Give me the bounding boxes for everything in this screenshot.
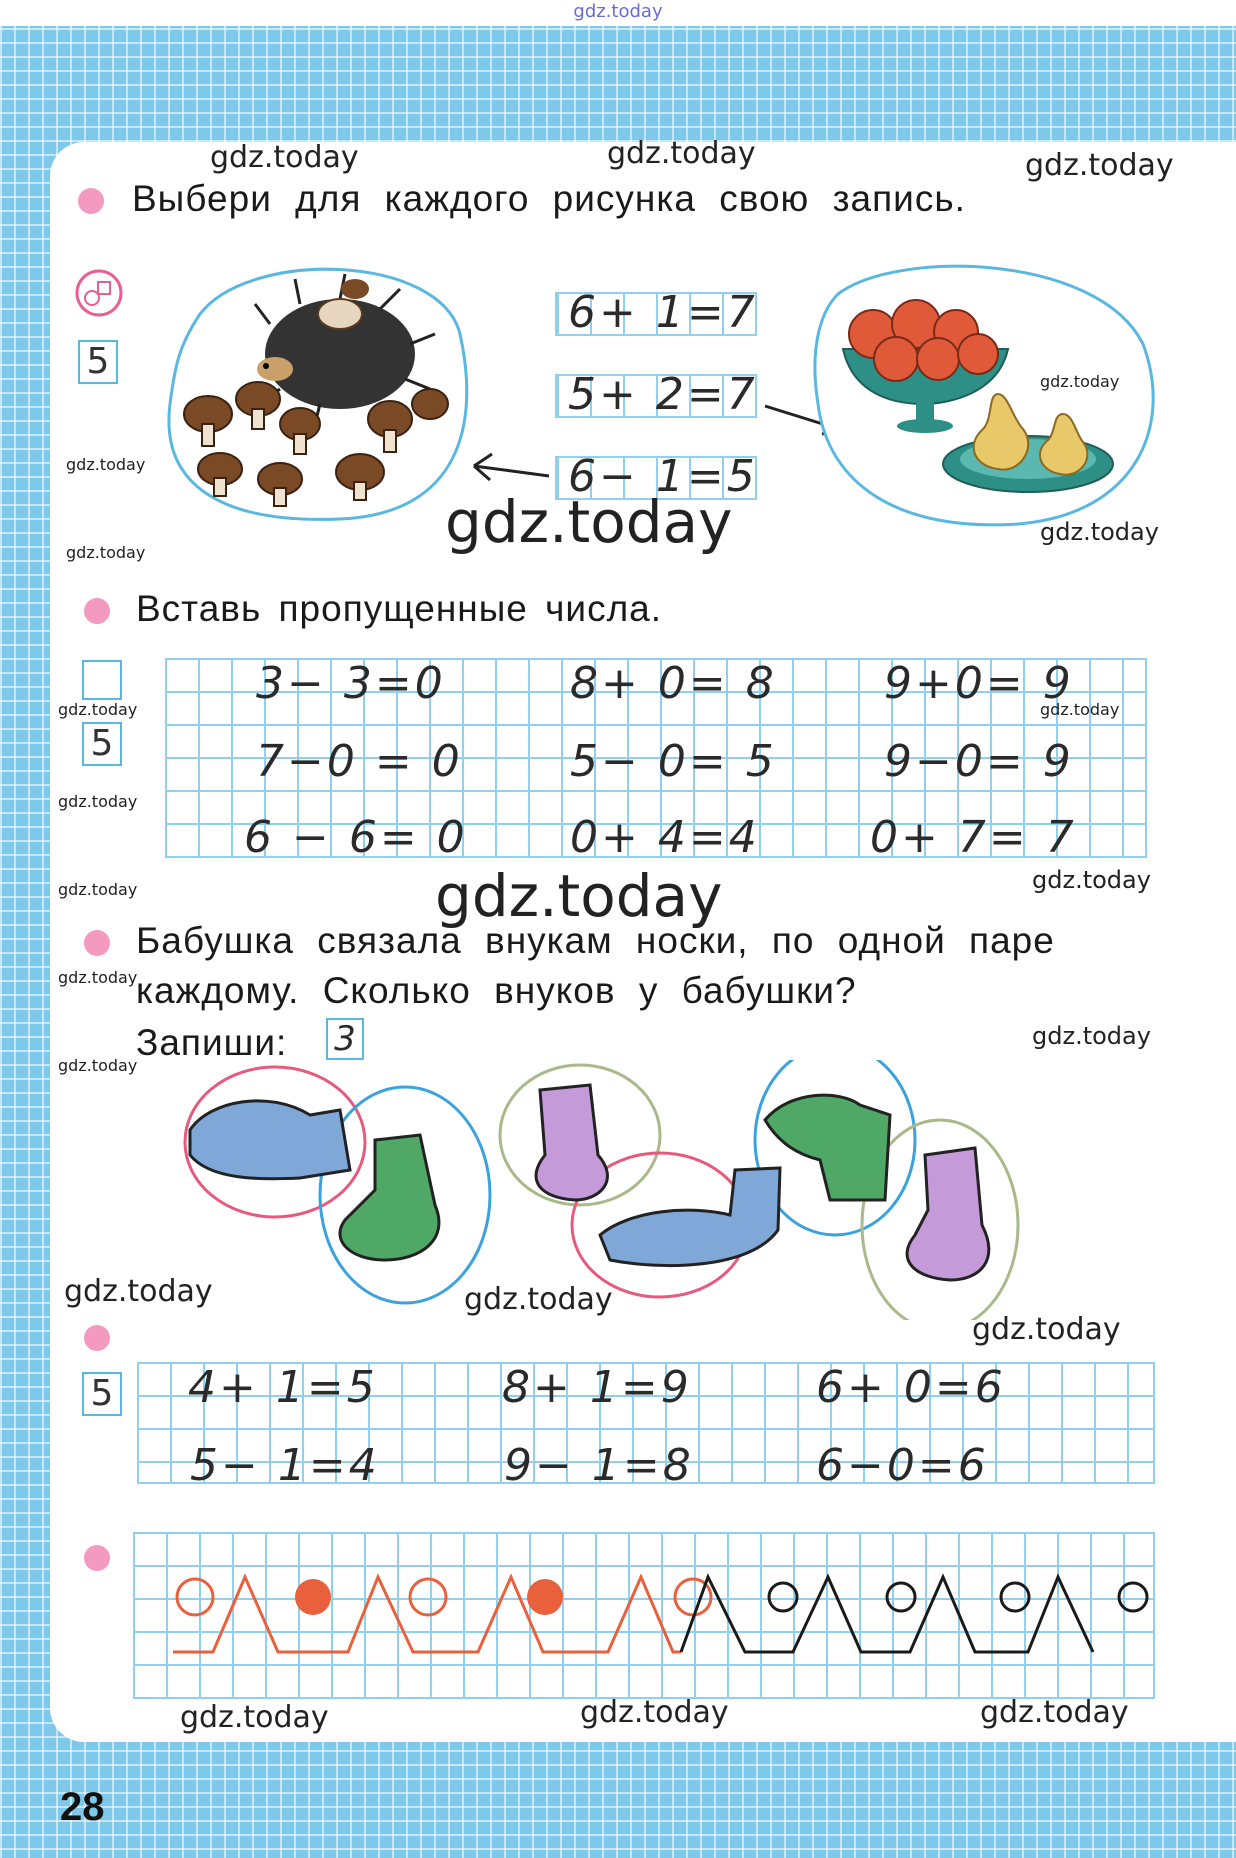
- task2-r2c3: 9−0= 9: [884, 736, 1074, 787]
- task3-heading-line1: Бабушка связала внукам носки, по одной паре: [136, 920, 1055, 961]
- task4-score-box: 5: [82, 1372, 122, 1416]
- task2-r3c1: 6 − 6= 0: [244, 812, 468, 863]
- task1-eq3: 6− 1=5: [568, 451, 758, 502]
- task4-r1c3: 6+ 0=6: [816, 1362, 1006, 1413]
- task1-heading: Выбери для каждого рисунка свою запись.: [132, 178, 966, 219]
- watermark: gdz.today: [1025, 148, 1174, 183]
- watermark: gdz.today: [66, 455, 146, 474]
- watermark: gdz.today: [1040, 700, 1120, 719]
- task3-heading-line2: каждому. Сколько внуков у бабушки?: [136, 970, 857, 1011]
- watermark: gdz.today: [1032, 866, 1151, 894]
- watermark: gdz.today: [210, 140, 359, 175]
- task2-score-box: 5: [82, 722, 122, 766]
- watermark: gdz.today: [66, 543, 146, 562]
- hedgehog-mushrooms-illustration: [160, 254, 480, 534]
- watermark: gdz.today: [1040, 518, 1159, 546]
- watermark: gdz.today: [1032, 1022, 1151, 1050]
- task5-bullet: [84, 1545, 110, 1571]
- page-number: 28: [60, 1785, 105, 1829]
- task1-score-box: 5: [78, 340, 118, 384]
- watermark: gdz.today: [58, 792, 138, 811]
- task4-r2c2: 9− 1=8: [504, 1440, 694, 1491]
- task2-bullet: [84, 598, 110, 624]
- task2-r3c2: 0+ 4=4: [570, 812, 760, 863]
- task2-r3c3: 0+ 7= 7: [870, 812, 1077, 863]
- watermark: gdz.today: [58, 700, 138, 719]
- watermark: gdz.today: [972, 1312, 1121, 1347]
- task3-prompt: Запиши:: [136, 1022, 288, 1063]
- task2-r2c1: 7−0 = 0: [256, 736, 463, 787]
- watermark: gdz.today: [1040, 372, 1120, 391]
- task3-answer-box: 3: [326, 1018, 364, 1060]
- task3-bullet: [84, 930, 110, 956]
- watermark: gdz.today: [180, 1700, 329, 1735]
- watermark: gdz.today: [445, 488, 733, 556]
- watermark: gdz.today: [607, 136, 756, 171]
- task2-empty-box: [82, 660, 122, 700]
- task2-r2c2: 5− 0= 5: [570, 736, 777, 787]
- task1-eq1: 6+ 1=7: [568, 287, 758, 338]
- task1-eq2: 5+ 2=7: [568, 369, 758, 420]
- zigzag-pattern: [133, 1532, 1153, 1697]
- watermark: gdz.today: [58, 1056, 138, 1075]
- task4-r2c3: 6−0=6: [816, 1440, 989, 1491]
- task4-r1c2: 8+ 1=9: [502, 1362, 692, 1413]
- task1-shapes-icon: [74, 268, 124, 318]
- fruit-bowls-illustration: [808, 254, 1158, 534]
- watermark: gdz.today: [58, 968, 138, 987]
- watermark: gdz.today: [64, 1274, 213, 1309]
- task1-bullet: [78, 188, 104, 214]
- socks-illustration: [180, 1060, 1050, 1320]
- task2-heading: Вставь пропущенные числа.: [136, 588, 663, 629]
- top-watermark: gdz.today: [573, 1, 663, 22]
- task2-r1c3: 9+0= 9: [884, 658, 1074, 709]
- task2-r1c2: 8+ 0= 8: [570, 658, 777, 709]
- task4-bullet: [84, 1325, 110, 1351]
- watermark: gdz.today: [58, 880, 138, 899]
- watermark: gdz.today: [980, 1695, 1129, 1730]
- task2-r1c1: 3− 3=0: [256, 658, 446, 709]
- watermark: gdz.today: [580, 1695, 729, 1730]
- arrow-left-icon: [464, 448, 554, 488]
- watermark: gdz.today: [464, 1282, 613, 1317]
- watermark: gdz.today: [435, 862, 723, 930]
- task4-r2c1: 5− 1=4: [190, 1440, 380, 1491]
- task4-r1c1: 4+ 1=5: [188, 1362, 378, 1413]
